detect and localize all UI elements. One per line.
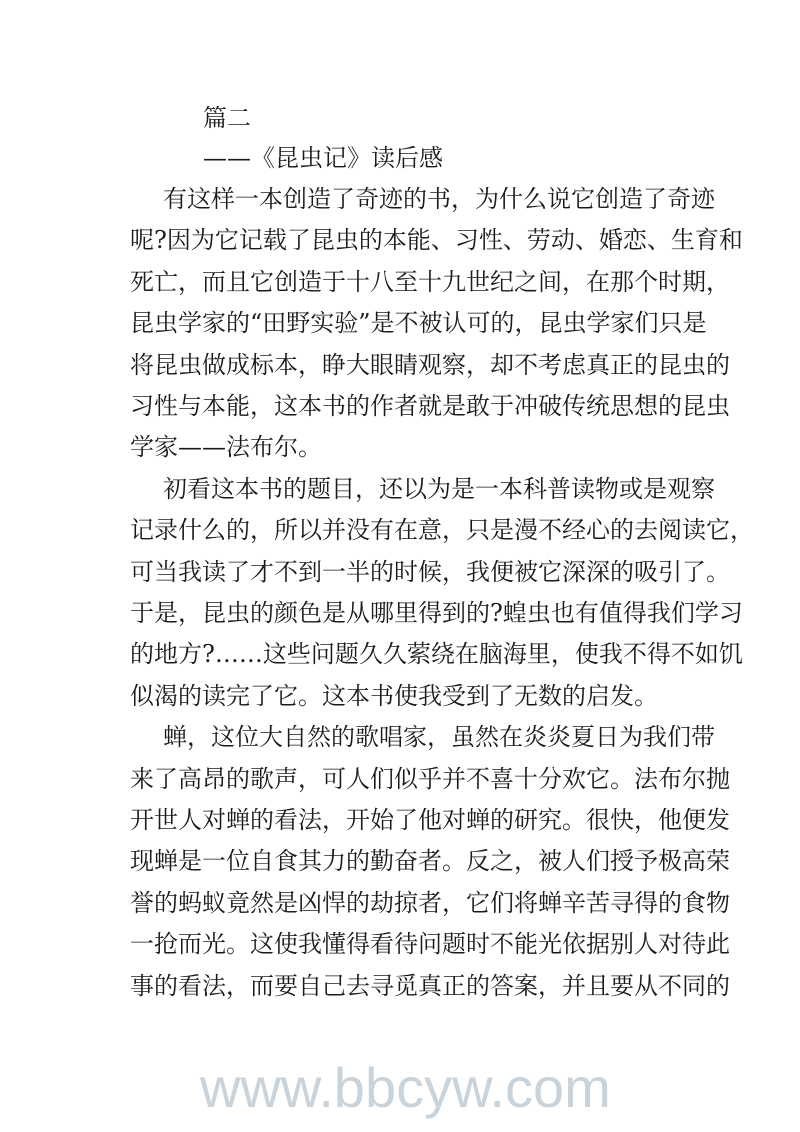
subtitle: ——《昆虫记》读后感	[203, 144, 443, 172]
paragraph-line: 似渴的读完了它。这本书使我受到了无数的启发。	[130, 681, 658, 710]
paragraph-line: 誉的蚂蚁竟然是凶悍的劫掠者，它们将蝉辛苦寻得的食物	[130, 888, 730, 917]
paragraph-line: 记录什么的，所以并没有在意，只是漫不经心的去阅读它，	[130, 516, 754, 545]
paragraph-line: 死亡，而且它创造于十八至十九世纪之间，在那个时期，	[130, 267, 730, 296]
paragraph-line: 习性与本能，这本书的作者就是敢于冲破传统思想的昆虫	[130, 392, 730, 420]
paragraph-line: 开世人对蝉的看法，开始了他对蝉的研究。很快，他便发	[130, 806, 730, 834]
paragraph-line: 有这样一本创造了奇迹的书，为什么说它创造了奇迹	[163, 185, 715, 213]
paragraph-line: 来了高昂的歌声，可人们似乎并不喜十分欢它。法布尔抛	[130, 764, 730, 793]
paragraph-line: 于是，昆虫的颜色是从哪里得到的?蝗虫也有值得我们学习	[130, 599, 743, 627]
paragraph-line: 初看这本书的题目，还以为是一本科普读物或是观察	[163, 474, 715, 503]
paragraph-line: 可当我读了才不到一半的时候，我便被它深深的吸引了。	[130, 557, 730, 586]
paragraph-line: 蝉，这位大自然的歌唱家，虽然在炎炎夏日为我们带	[163, 723, 715, 752]
paragraph-line: 一抢而光。这使我懂得看待问题时不能光依据别人对待此	[130, 930, 730, 959]
paragraph-line: 昆虫学家的“田野实验”是不被认可的，昆虫学家们只是	[130, 309, 707, 338]
paragraph-line: 事的看法，而要自己去寻觅真正的答案，并且要从不同的	[130, 971, 730, 1000]
paragraph-line: 呢?因为它记载了昆虫的本能、习性、劳动、婚恋、生育和	[130, 226, 743, 255]
watermark: www.bbcyw.com	[200, 1056, 611, 1119]
paragraph-line: 现蝉是一位自食其力的勤奋者。反之，被人们授予极高荣	[130, 847, 730, 876]
paragraph-line: 的地方?……这些问题久久萦绕在脑海里，使我不得不如饥	[130, 640, 743, 669]
paragraph-line: 将昆虫做成标本，睁大眼睛观察，却不考虑真正的昆虫的	[130, 350, 730, 379]
paragraph-line: 学家——法布尔。	[130, 433, 322, 462]
section-heading: 篇二	[203, 104, 251, 132]
